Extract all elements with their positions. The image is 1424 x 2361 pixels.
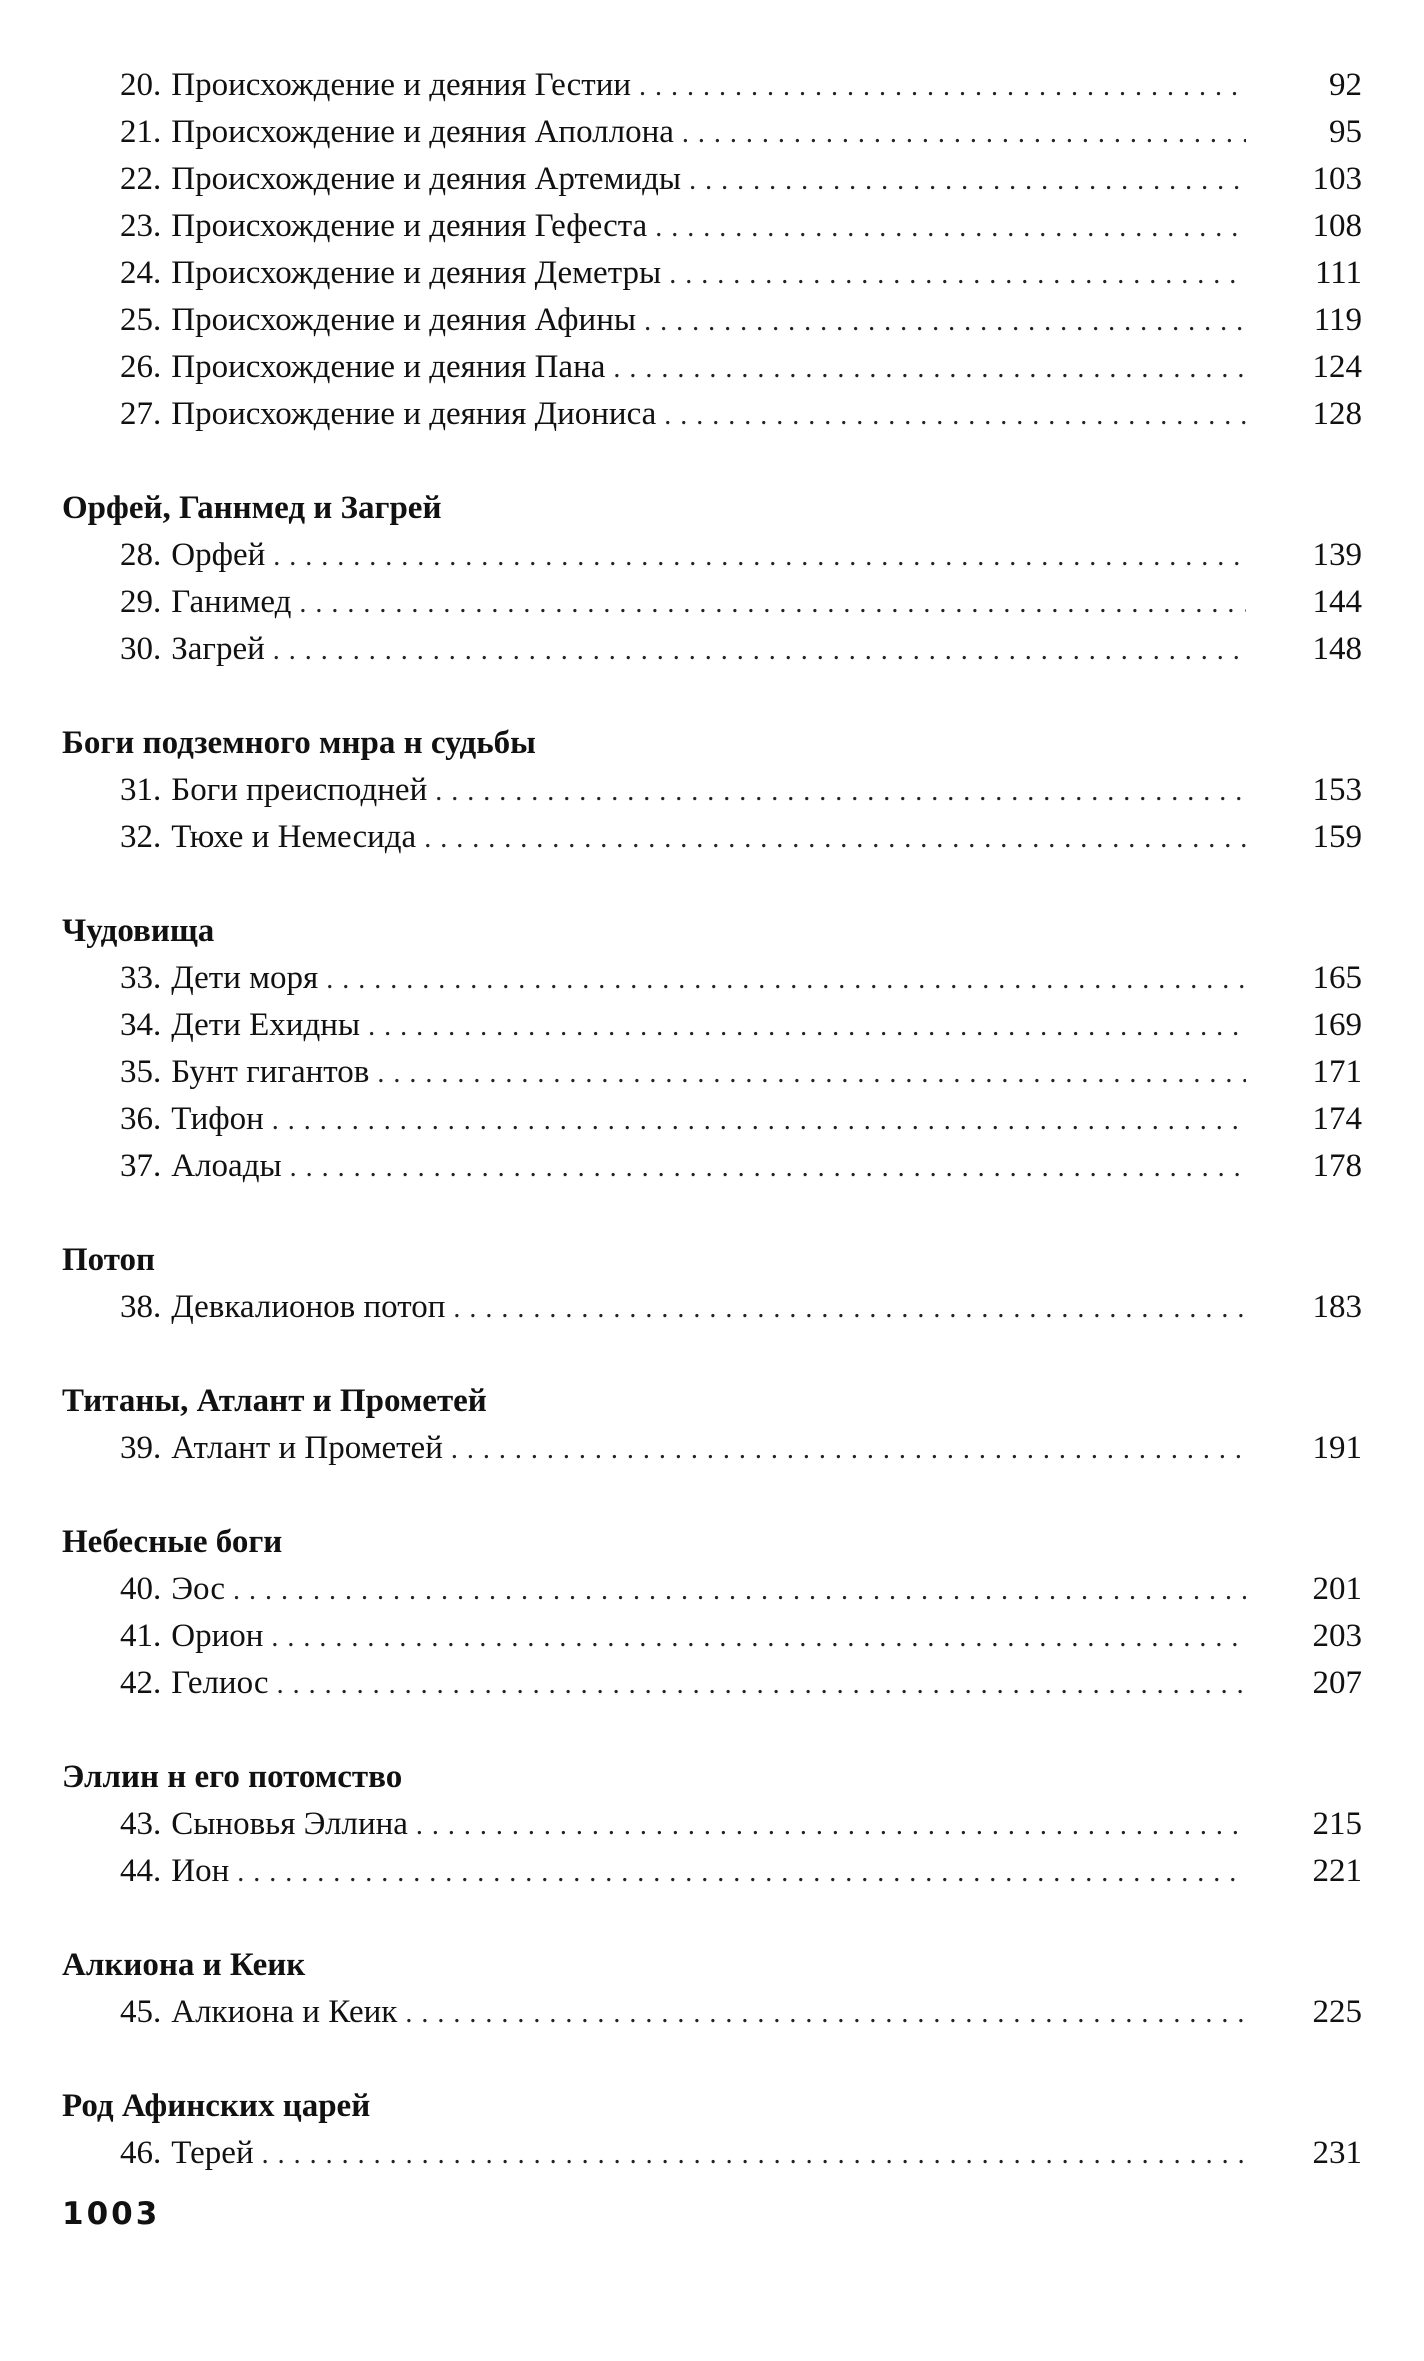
- dot-leader: [277, 1661, 1246, 1708]
- entry-number: 34.: [120, 1007, 162, 1043]
- dot-leader: [405, 1990, 1246, 2037]
- entry-number: 40.: [120, 1571, 162, 1607]
- toc-section: [62, 908, 1362, 1190]
- entry-title: Алоады: [171, 1148, 282, 1184]
- entry-title: Тюхе и Немесида: [171, 819, 417, 855]
- entry-number: 46.: [120, 2135, 162, 2171]
- toc-entry[interactable]: [62, 109, 1362, 156]
- entry-page-number: 95: [1329, 114, 1362, 150]
- entry-page-number: 108: [1312, 208, 1362, 244]
- dot-leader: [273, 627, 1246, 674]
- toc-entry[interactable]: [62, 1566, 1362, 1613]
- toc-entry[interactable]: [62, 767, 1362, 814]
- section-heading: Небесные боги: [62, 1524, 283, 1560]
- entry-number: 45.: [120, 1994, 162, 2030]
- section-heading: Орфей, Ганнмед и Загрей: [62, 490, 442, 526]
- entry-number: 29.: [120, 584, 162, 620]
- entry-page-number: 128: [1312, 396, 1362, 432]
- entry-title: Орфей: [171, 537, 266, 573]
- toc-section: [62, 1942, 1362, 2036]
- dot-leader: [368, 1003, 1246, 1050]
- entry-page-number: 191: [1312, 1430, 1362, 1466]
- entry-page-number: 207: [1312, 1665, 1362, 1701]
- dot-leader: [453, 1285, 1246, 1332]
- toc-entry[interactable]: [62, 1425, 1362, 1472]
- entry-page-number: 169: [1312, 1007, 1362, 1043]
- entry-page-number: 139: [1312, 537, 1362, 573]
- entry-title: Орион: [171, 1618, 264, 1654]
- toc-entry[interactable]: [62, 391, 1362, 438]
- toc-section: [62, 1237, 1362, 1331]
- dot-leader: [451, 1426, 1246, 1473]
- entry-number: 35.: [120, 1054, 162, 1090]
- toc-entry[interactable]: [62, 297, 1362, 344]
- dot-leader: [262, 2131, 1246, 2178]
- entry-title: Эос: [171, 1571, 226, 1607]
- entry-number: 30.: [120, 631, 162, 667]
- entry-title: Сыновья Эллина: [171, 1806, 408, 1842]
- toc-entry[interactable]: [62, 814, 1362, 861]
- toc-section: [62, 485, 1362, 673]
- dot-leader: [299, 580, 1246, 627]
- entry-title: Происхождение и деяния Гестии: [171, 67, 632, 103]
- entry-number: 38.: [120, 1289, 162, 1325]
- entry-title: Дети моря: [171, 960, 319, 996]
- entry-title: Девкалионов потоп: [171, 1289, 446, 1325]
- entry-page-number: 144: [1312, 584, 1362, 620]
- entry-page-number: 203: [1312, 1618, 1362, 1654]
- dot-leader: [639, 63, 1246, 110]
- entry-page-number: 183: [1312, 1289, 1362, 1325]
- entry-number: 39.: [120, 1430, 162, 1466]
- entry-number: 26.: [120, 349, 162, 385]
- toc-entry[interactable]: [62, 1002, 1362, 1049]
- section-heading: Род Афинских царей: [62, 2088, 371, 2124]
- toc-entry[interactable]: [62, 1848, 1362, 1895]
- entry-title: Тифон: [171, 1101, 264, 1137]
- toc-entry[interactable]: [62, 1284, 1362, 1331]
- entry-number: 22.: [120, 161, 162, 197]
- dot-leader: [416, 1802, 1246, 1849]
- entry-page-number: 159: [1312, 819, 1362, 855]
- entry-page-number: 103: [1312, 161, 1362, 197]
- toc-entry[interactable]: [62, 626, 1362, 673]
- toc-entry[interactable]: [62, 532, 1362, 579]
- entry-number: 20.: [120, 67, 162, 103]
- entry-number: 25.: [120, 302, 162, 338]
- dot-leader: [237, 1849, 1246, 1896]
- entry-page-number: 119: [1313, 302, 1362, 338]
- entry-title: Атлант и Прометей: [171, 1430, 443, 1466]
- entry-title: Происхождение и деяния Диониса: [171, 396, 657, 432]
- entry-number: 44.: [120, 1853, 162, 1889]
- entry-title: Ион: [171, 1853, 230, 1889]
- dot-leader: [689, 157, 1246, 204]
- toc-entry[interactable]: [62, 344, 1362, 391]
- entry-title: Загрей: [171, 631, 265, 667]
- entry-page-number: 153: [1312, 772, 1362, 808]
- section-heading: Алкиона и Кеик: [62, 1947, 306, 1983]
- entry-title: Происхождение и деяния Аполлона: [171, 114, 674, 150]
- entry-page-number: 231: [1312, 2135, 1362, 2171]
- toc-entry[interactable]: [62, 1049, 1362, 1096]
- toc-section: [62, 2083, 1362, 2177]
- entry-title: Происхождение и деяния Афины: [171, 302, 637, 338]
- toc-entry[interactable]: [62, 250, 1362, 297]
- toc-entry[interactable]: [62, 955, 1362, 1002]
- entry-title: Происхождение и деяния Гефеста: [171, 208, 648, 244]
- entry-number: 37.: [120, 1148, 162, 1184]
- entry-page-number: 221: [1312, 1853, 1362, 1889]
- table-of-contents: [62, 62, 1362, 2177]
- dot-leader: [290, 1144, 1246, 1191]
- entry-number: 32.: [120, 819, 162, 855]
- entry-title: Алкиона и Кеик: [171, 1994, 398, 2030]
- entry-title: Происхождение и деяния Артемиды: [171, 161, 682, 197]
- entry-number: 33.: [120, 960, 162, 996]
- section-heading: Титаны, Атлант и Прометей: [62, 1383, 487, 1419]
- entry-title: Дети Ехидны: [171, 1007, 361, 1043]
- section-heading: Боги подземного мнра н судьбы: [62, 725, 536, 761]
- toc-entry[interactable]: [62, 203, 1362, 250]
- dot-leader: [377, 1050, 1246, 1097]
- entry-title: Боги преисподней: [171, 772, 428, 808]
- dot-leader: [326, 956, 1246, 1003]
- entry-page-number: 174: [1312, 1101, 1362, 1137]
- dot-leader: [613, 345, 1246, 392]
- entry-number: 43.: [120, 1806, 162, 1842]
- entry-title: Гелиос: [171, 1665, 269, 1701]
- entry-title: Бунт гигантов: [171, 1054, 370, 1090]
- entry-number: 41.: [120, 1618, 162, 1654]
- entry-number: 42.: [120, 1665, 162, 1701]
- toc-entry[interactable]: [62, 62, 1362, 109]
- toc-section: [62, 1754, 1362, 1895]
- dot-leader: [271, 1614, 1246, 1661]
- toc-entry[interactable]: [62, 1660, 1362, 1707]
- entry-number: 23.: [120, 208, 162, 244]
- entry-page-number: 215: [1312, 1806, 1362, 1842]
- entry-number: 36.: [120, 1101, 162, 1137]
- section-heading: Потоп: [62, 1242, 156, 1278]
- toc-entry[interactable]: [62, 156, 1362, 203]
- toc-entry[interactable]: [62, 1801, 1362, 1848]
- entry-title: Ганимед: [171, 584, 292, 620]
- entry-number: 21.: [120, 114, 162, 150]
- toc-section: [62, 720, 1362, 861]
- entry-number: 31.: [120, 772, 162, 808]
- toc-section: [62, 1519, 1362, 1707]
- entry-page-number: 111: [1314, 255, 1362, 291]
- toc-section: [62, 1378, 1362, 1472]
- entry-number: 24.: [120, 255, 162, 291]
- entry-number: 27.: [120, 396, 162, 432]
- entry-page-number: 225: [1312, 1994, 1362, 2030]
- entry-page-number: 201: [1312, 1571, 1362, 1607]
- entry-page-number: 124: [1312, 349, 1362, 385]
- dot-leader: [682, 110, 1246, 157]
- toc-entry[interactable]: [62, 2130, 1362, 2177]
- dot-leader: [669, 251, 1246, 298]
- dot-leader: [233, 1567, 1246, 1614]
- dot-leader: [435, 768, 1246, 815]
- dot-leader: [272, 1097, 1246, 1144]
- section-heading: Чудовища: [62, 913, 215, 949]
- page-number: 1003: [62, 2196, 161, 2232]
- entry-number: 28.: [120, 537, 162, 573]
- entry-page-number: 178: [1312, 1148, 1362, 1184]
- toc-entry[interactable]: [62, 1613, 1362, 1660]
- toc-entry[interactable]: [62, 1096, 1362, 1143]
- entry-page-number: 165: [1312, 960, 1362, 996]
- entry-title: Происхождение и деяния Пана: [171, 349, 606, 385]
- dot-leader: [273, 533, 1246, 580]
- dot-leader: [664, 392, 1246, 439]
- section-heading: Эллин н его потомство: [62, 1759, 403, 1795]
- entry-title: Происхождение и деяния Деметры: [171, 255, 662, 291]
- dot-leader: [644, 298, 1246, 345]
- toc-entry[interactable]: [62, 1989, 1362, 2036]
- dot-leader: [424, 815, 1246, 862]
- toc-entry[interactable]: [62, 1143, 1362, 1190]
- toc-section: [62, 62, 1362, 438]
- entry-page-number: 92: [1329, 67, 1362, 103]
- toc-entry[interactable]: [62, 579, 1362, 626]
- entry-page-number: 171: [1312, 1054, 1362, 1090]
- entry-page-number: 148: [1312, 631, 1362, 667]
- dot-leader: [655, 204, 1246, 251]
- entry-title: Терей: [171, 2135, 254, 2171]
